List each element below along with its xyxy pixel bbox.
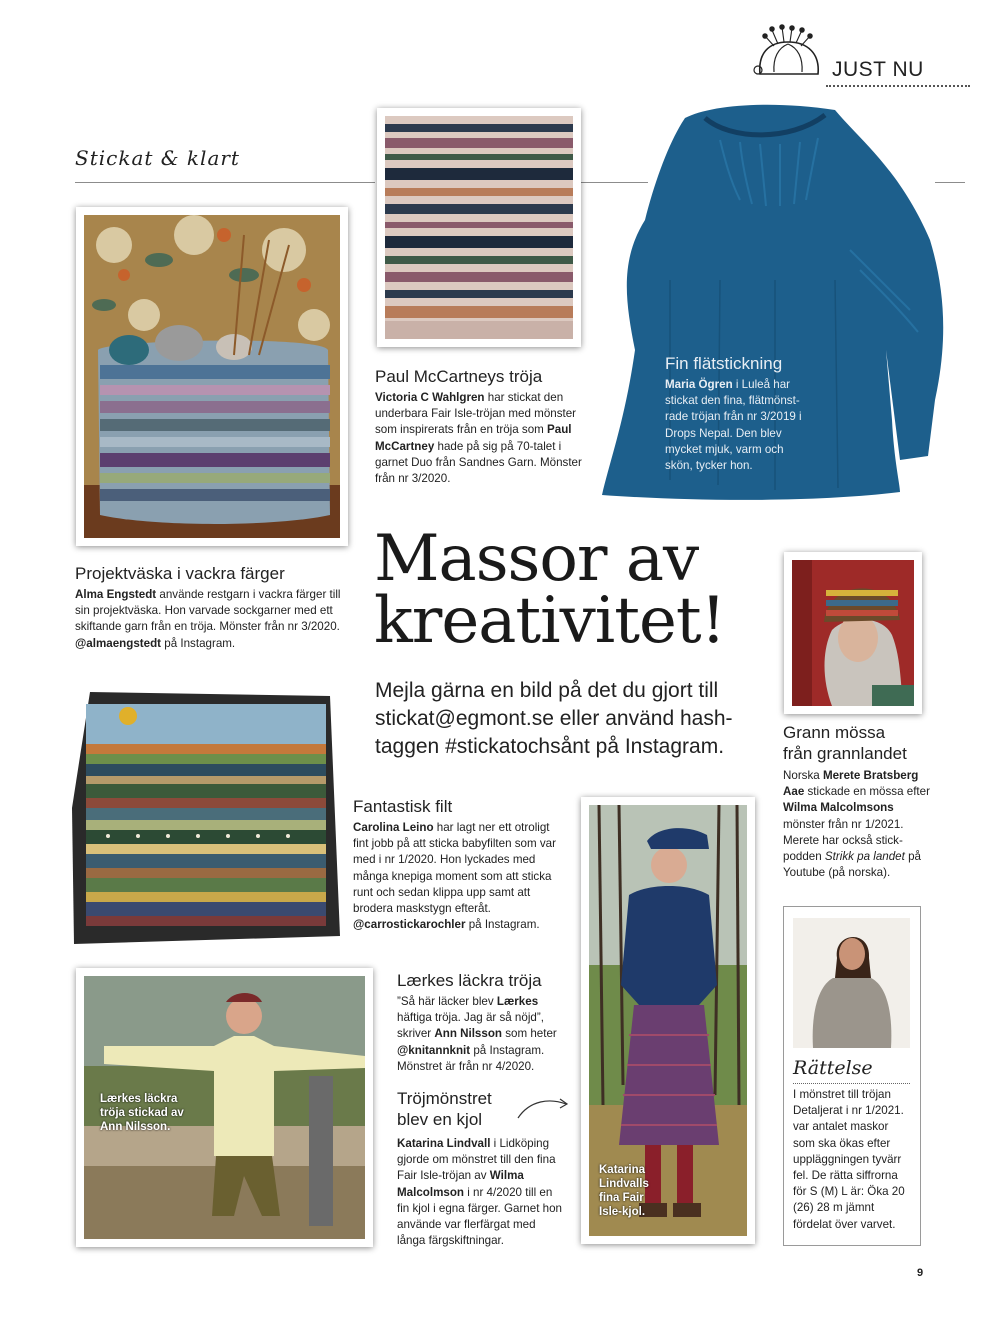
intro-text (375, 677, 775, 761)
header-dotted-rule (826, 85, 970, 87)
mccartney-text2: hade på sig på 70-talet i garnet Duo från Sandnes Garn. Mönster från nr 3/2020. (375, 439, 582, 486)
hat-name2: Wilma Malcolmsons (783, 801, 894, 815)
mccartney-name: Victoria C Wahlgren (375, 391, 485, 404)
skirt-title-line1: Tröjmönstret (397, 1089, 492, 1108)
skirt-name2: Wilma Malcolmson (397, 1169, 524, 1199)
skirt-body (397, 1136, 567, 1249)
hat-text4: på Youtube (på norska). (783, 850, 921, 880)
skirt-text1: i Lidköping gjorde om mönstret till den fina Fair Isle-tröjan av (397, 1137, 556, 1183)
photo-skirt (581, 797, 755, 1244)
blanket-image (68, 688, 342, 946)
photo-mccartney-sweater (377, 108, 581, 347)
laerke-name2: Ann Nilsson (434, 1027, 502, 1041)
hat-image (792, 560, 914, 706)
laerke-title: Lærkes läckra tröja (397, 971, 542, 990)
photo-blanket (68, 688, 342, 946)
pincushion-icon (748, 24, 826, 78)
intro-line-1: Mejla gärna en bild på det du gjort till (375, 679, 719, 702)
blanket-body (353, 820, 563, 933)
laerke-text1: ”Så här läcker blev (397, 995, 497, 1008)
hat-title-line1: Grann mössa (783, 723, 886, 742)
intro-line-3: taggen #stickatochsånt på Instagram. (375, 735, 725, 758)
hat-name: Merete Bratsberg Aae (783, 769, 919, 799)
mccartney-body (375, 390, 585, 487)
hat-body (783, 768, 933, 881)
bag-title: Projektväska i vackra färger (75, 564, 285, 583)
mccartney-title: Paul McCartneys tröja (375, 367, 543, 386)
laerke-body (397, 994, 567, 1075)
skirt-photo-caption: Katarina Lindvalls fina Fair Isle-kjol. (599, 1164, 649, 1218)
laerke-caption (397, 970, 567, 1075)
hat-text1: Norska (783, 769, 823, 782)
intro-line-2: stickat@egmont.se eller använd hash- (375, 707, 733, 730)
laerke-photo-caption: Lærkes läckra tröja stickad av Ann Nilsson. (100, 1093, 184, 1133)
bag-text1: använde restgarn i vackra färger till sin projektväska. Hon varvade sockgarner med ett skiftande garn från en tröja. Mönster från nr 3/2020. (75, 588, 341, 634)
hat-podcast: Strikk pa landet (824, 850, 905, 864)
skirt-text2: i nr 4/2020 till en fin kjol i egna färger. Garnet hon använde var flerfärgat med långa färgskiftningar. (397, 1185, 562, 1248)
photo-correction-sweater (793, 918, 910, 1048)
cable-body (665, 377, 803, 474)
cable-text: i Luleå har stickat den fina, flätmönst-rade tröjan från nr 3/2019 i Drops Nepal. Den blev mycket mjuk, varm och skön, tycker hon. (665, 378, 802, 473)
blanket-handle: @carrostickarochler (353, 918, 466, 932)
blanket-caption (353, 796, 563, 933)
skirt-name: Katarina Lindvall (397, 1137, 491, 1150)
bag-handle: @almaengstedt (75, 636, 162, 650)
photo-laerke (76, 968, 373, 1247)
blanket-name: Carolina Leino (353, 821, 434, 834)
page-number: 9 (917, 1267, 924, 1279)
skirt-title-line2: blev en kjol (397, 1110, 483, 1129)
curved-arrow-icon (516, 1094, 570, 1122)
bag-text2: på Instagram. (161, 636, 236, 650)
hat-caption (783, 722, 933, 881)
correction-rule (793, 1083, 910, 1084)
photo-project-bag (76, 207, 348, 546)
blanket-text1: har lagt ner ett otroligt fint jobb på att sticka babyfilten som var med i nr 1/2020. Hon lyckades med många knepiga moment som att sticka runt och sedan klippa upp samt att brodera maskstygn efteråt. (353, 821, 556, 916)
bag-name: Alma Engstedt (75, 588, 157, 601)
mccartney-caption (375, 366, 585, 487)
laerke-text3: som heter (502, 1027, 557, 1041)
blanket-title: Fantastisk filt (353, 797, 453, 816)
just-nu-label: JUST NU (832, 58, 924, 81)
project-bag-image (84, 215, 340, 538)
correction-sweater-image (793, 918, 910, 1048)
headline-line1: Massor av (374, 522, 699, 596)
bag-body (75, 587, 345, 652)
hat-text3: mönster från nr 1/2021. Merete har också stick-podden (783, 817, 904, 864)
cable-title: Fin flätstickning (665, 354, 783, 373)
correction-box (783, 906, 921, 1246)
blanket-text2: på Instagram. (465, 918, 540, 932)
cable-name: Maria Ögren (665, 378, 733, 391)
photo-hat (784, 552, 922, 714)
laerke-text4: på Instagram. Mönstret är från nr 4/2020. (397, 1043, 545, 1073)
correction-title: Rättelse (793, 1057, 873, 1079)
bag-caption (75, 563, 345, 652)
laerke-name: Lærkes (496, 995, 539, 1008)
correction-body: I mönstret till tröjan Detaljerat i nr 1/2021. var antalet maskor som ska ökas efter uppläggningen tyvärr fel. De rätta siffrorna för S (M) L är: Öka 20 (26) 28 m jämnt fördelat över varvet. (793, 1088, 905, 1231)
section-label: Stickat & klart (75, 146, 240, 170)
mccartney-name2: Paul McCartney (375, 423, 572, 453)
headline (374, 522, 726, 658)
hat-title (783, 722, 933, 764)
hat-text2: stickade en mössa efter (804, 785, 930, 799)
laerke-text2: häftiga tröja. Jag är så nöjd”, skriver (397, 1011, 544, 1041)
hat-title-line2: från grannlandet (783, 744, 907, 763)
headline-line2: kreativitet! (374, 584, 726, 658)
section-rule (75, 182, 375, 183)
mccartney-text1: har stickat den underbara Fair Isle-tröjan med mönster som inspirerats från en tröja som (375, 391, 577, 437)
mccartney-sweater-image (385, 116, 573, 339)
laerke-handle: @knitannknit (397, 1043, 471, 1057)
